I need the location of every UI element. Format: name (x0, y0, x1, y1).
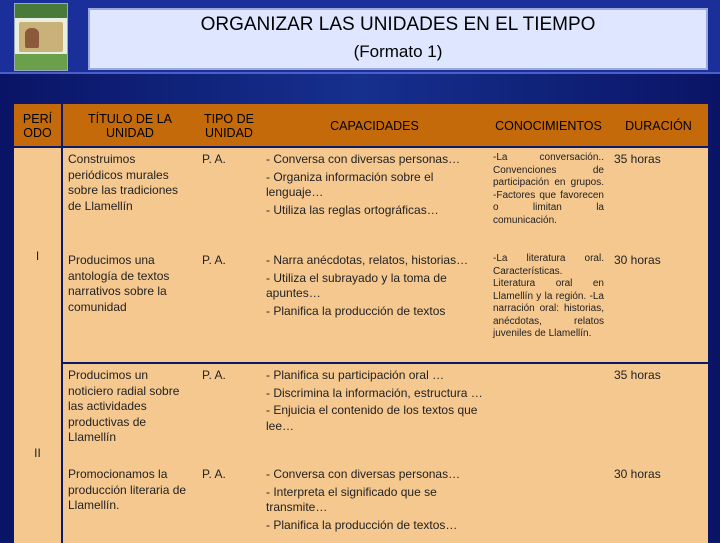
titulo-cell: Promocionamos la producción literaria de Llamellín. (62, 463, 197, 543)
capacidad-item: - Conversa con diversas personas… (266, 152, 461, 166)
thumbnail-band (15, 4, 67, 18)
table-row (14, 249, 708, 363)
column-header-periodo: PERÍ ODO (14, 104, 62, 147)
capacidad-item: - Organiza información sobre el lenguaje… (266, 169, 434, 200)
titulo-cell: Producimos un noticiero radial sobre las actividades productivas de Llamellín (62, 363, 197, 463)
conocimientos-cell (488, 363, 609, 543)
column-header-tipo: TIPO DE UNIDAD (197, 104, 261, 147)
capacidad-item: - Interpreta el significado que se transmite… (266, 484, 437, 515)
capacidad-item: - Narra anécdotas, relatos, historias… (266, 253, 469, 267)
tipo-cell: P. A. (197, 147, 261, 249)
capacidades-cell (261, 463, 488, 543)
column-header-capacidades: CAPACIDADES (261, 104, 488, 147)
conocimientos-cell: -La literatura oral. Características. Literatura oral en Llamellín y la región. -La narración oral: historias, anécdotas, relatos juveniles de Llamellín. (488, 249, 609, 363)
book-cover-thumbnail (14, 3, 68, 71)
periodo-cell: I (14, 147, 62, 363)
capacidad-item: - Planifica la producción de textos (266, 303, 446, 318)
duracion-cell: 35 horas (609, 363, 708, 463)
units-table (14, 104, 708, 543)
table-header-row (14, 104, 708, 147)
table-row (14, 147, 708, 249)
periodo-cell: II (14, 363, 62, 543)
column-header-conocimientos: CONOCIMIENTOS (488, 104, 609, 147)
capacidad-item: - Utiliza el subrayado y la toma de apuntes… (266, 270, 447, 301)
capacidad-item: - Planifica su participación oral … (266, 368, 445, 382)
titulo-cell: Construimos periódicos murales sobre las tradiciones de Llamellín (62, 147, 197, 249)
capacidad-item: - Utiliza las reglas ortográficas… (266, 202, 439, 217)
column-header-duracion: DURACIÓN (609, 104, 708, 147)
capacidades-cell (261, 363, 488, 463)
page-subtitle: (Formato 1) (353, 42, 443, 61)
thumbnail-figure (25, 28, 39, 48)
conocimientos-cell: -La conversación.. Convenciones de participación en grupos. -Factores que favorecen o limitan la comunicación. (488, 147, 609, 249)
duracion-cell: 30 horas (609, 249, 708, 363)
capacidad-item: - Conversa con diversas personas… (266, 467, 461, 481)
capacidades-cell (261, 249, 488, 363)
capacidad-item: - Planifica la producción de textos… (266, 517, 458, 532)
page-title: ORGANIZAR LAS UNIDADES EN EL TIEMPO (200, 14, 596, 35)
tipo-cell: P. A. (197, 463, 261, 543)
header-divider (0, 72, 720, 74)
duracion-cell: 35 horas (609, 147, 708, 249)
tipo-cell: P. A. (197, 363, 261, 463)
titulo-cell: Producimos una antología de textos narrativos sobre la comunidad (62, 249, 197, 363)
capacidad-item: - Enjuicia el contenido de los textos que lee… (266, 403, 478, 433)
thumbnail-footer (15, 54, 67, 70)
column-header-titulo: TÍTULO DE LA UNIDAD (62, 104, 197, 147)
capacidades-cell (261, 147, 488, 249)
table-row (14, 363, 708, 463)
duracion-cell: 30 horas (609, 463, 708, 543)
tipo-cell: P. A. (197, 249, 261, 363)
capacidad-item: - Discrimina la información, estructura … (266, 385, 483, 400)
